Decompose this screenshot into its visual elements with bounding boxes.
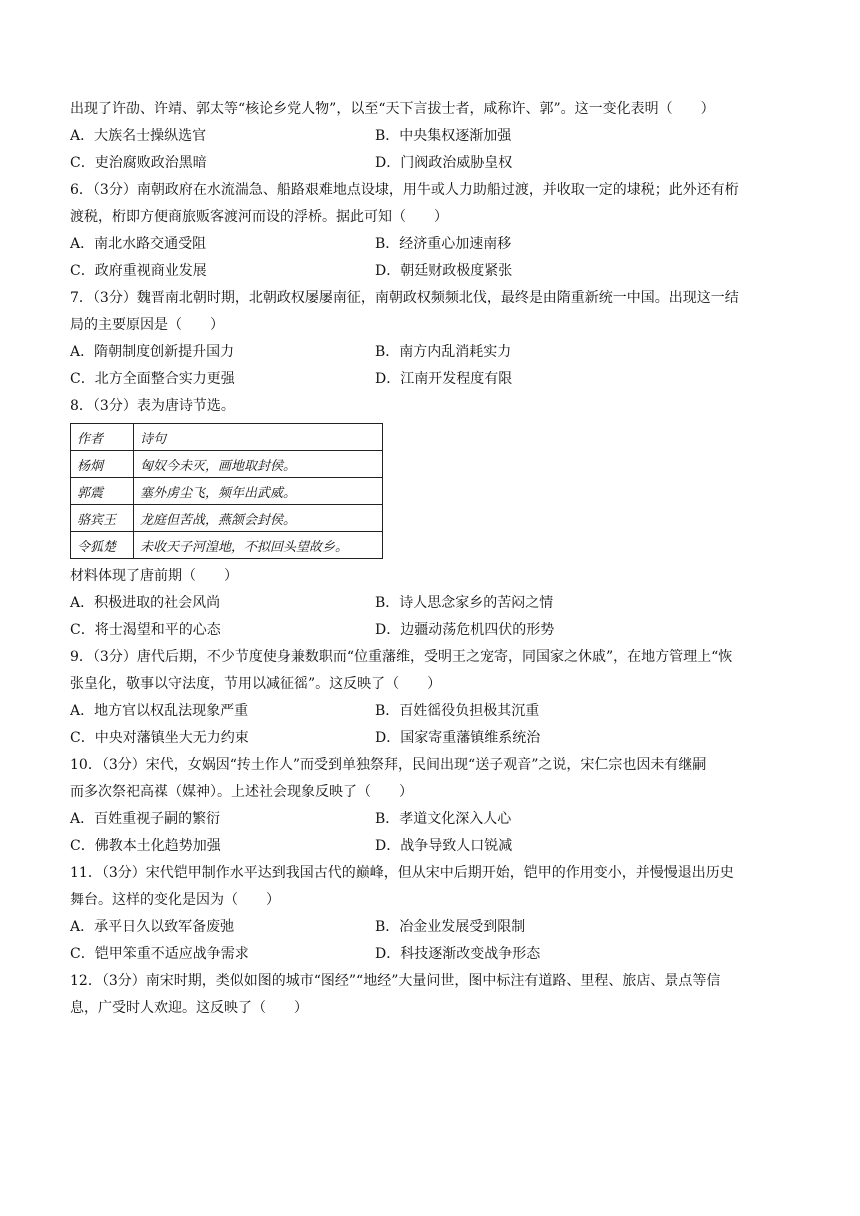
q7-options-row2 xyxy=(70,366,795,393)
q9-stem-line1: 9．（3分）唐代后期，不少节度使身兼数职而“位重藩维，受明王之宠寄，同国家之休戚”，在地方管理上“恢 xyxy=(70,649,733,665)
table-cell-author: 杨炯 xyxy=(71,451,134,478)
table-cell-author: 郭震 xyxy=(71,478,134,505)
table-cell-verse: 塞外虏尘飞，频年出武威。 xyxy=(134,478,383,505)
q9-options-row2 xyxy=(70,725,795,752)
q6-option-b[interactable]: B．经济重心加速南移 xyxy=(375,236,512,252)
q5-options-row2 xyxy=(70,150,795,177)
q10-options-row2 xyxy=(70,833,795,860)
q11-option-b[interactable]: B．冶金业发展受到限制 xyxy=(375,919,526,935)
q8-option-a[interactable]: A．积极进取的社会风尚 xyxy=(70,595,221,611)
table-row xyxy=(71,532,383,559)
q12-stem-line2: 息，广受时人欢迎。这反映了（ ） xyxy=(70,1000,308,1016)
q6-option-c[interactable]: C．政府重视商业发展 xyxy=(70,263,207,279)
poem-table xyxy=(70,423,383,559)
q9-option-b[interactable]: B．百姓徭役负担极其沉重 xyxy=(375,703,540,719)
q8-option-c[interactable]: C．将士渴望和平的心态 xyxy=(70,622,221,638)
q10-option-d[interactable]: D．战争导致人口锐减 xyxy=(375,838,513,854)
q6-option-a[interactable]: A．南北水路交通受阻 xyxy=(70,236,207,252)
q6-stem-line2: 渡税，桁即方便商旅贩客渡河而设的浮桥。据此可知（ ） xyxy=(70,209,448,225)
table-cell-verse: 龙庭但苦战，燕颔会封侯。 xyxy=(134,505,383,532)
q7-option-b[interactable]: B．南方内乱消耗实力 xyxy=(375,344,512,360)
q11-options-row2 xyxy=(70,941,795,968)
q7-option-c[interactable]: C．北方全面整合实力更强 xyxy=(70,371,235,387)
q5-option-b[interactable]: B．中央集权逐渐加强 xyxy=(375,128,512,144)
q7-stem-line2: 局的主要原因是（ ） xyxy=(70,317,224,333)
q8-options-row1 xyxy=(70,590,795,617)
q5-option-a[interactable]: A．大族名士操纵选官 xyxy=(70,128,207,144)
q7-option-d[interactable]: D．江南开发程度有限 xyxy=(375,371,513,387)
q5-stem-tail: 出现了许劭、许靖、郭太等“核论乡党人物”，以至“天下言拔士者，咸称许、郭”。这一变化表明（ ） xyxy=(70,101,715,117)
table-header-author: 作者 xyxy=(71,424,134,451)
q8-options-row2 xyxy=(70,617,795,644)
q9-option-c[interactable]: C．中央对藩镇坐大无力约束 xyxy=(70,730,249,746)
q12-stem-line1: 12．（3分）南宋时期，类似如图的城市“图经”“地经”大量问世，图中标注有道路、里程、旅店、景点等信 xyxy=(70,973,721,989)
q5-option-d[interactable]: D．门阀政治威胁皇权 xyxy=(375,155,513,171)
table-cell-verse: 未收天子河湟地，不拟回头望故乡。 xyxy=(134,532,383,559)
q7-stem-line1: 7．（3分）魏晋南北朝时期，北朝政权屡屡南征，南朝政权频频北伐，最终是由隋重新统一中国。出现这一结 xyxy=(70,290,739,306)
table-row xyxy=(71,505,383,532)
q9-option-d[interactable]: D．国家寄重藩镇维系统治 xyxy=(375,730,541,746)
q11-option-d[interactable]: D．科技逐渐改变战争形态 xyxy=(375,946,541,962)
q7-options-row1 xyxy=(70,339,795,366)
poem-table-header xyxy=(71,424,383,451)
table-row xyxy=(71,478,383,505)
q9-options-row1 xyxy=(70,698,795,725)
q8-stem: 8．（3分）表为唐诗节选。 xyxy=(70,398,235,414)
q10-option-a[interactable]: A．百姓重视子嗣的繁衍 xyxy=(70,811,221,827)
table-cell-author: 令狐楚 xyxy=(71,532,134,559)
table-header-verse: 诗句 xyxy=(134,424,383,451)
table-row xyxy=(71,451,383,478)
table-cell-verse: 匈奴今未灭，画地取封侯。 xyxy=(134,451,383,478)
q10-stem-line2: 而多次祭祀高禖（媒神）。上述社会现象反映了（ ） xyxy=(70,784,413,800)
table-cell-author: 骆宾王 xyxy=(71,505,134,532)
q5-option-c[interactable]: C．吏治腐败政治黑暗 xyxy=(70,155,207,171)
q11-option-c[interactable]: C．铠甲笨重不适应战争需求 xyxy=(70,946,249,962)
q8-option-b[interactable]: B．诗人思念家乡的苦闷之情 xyxy=(375,595,554,611)
q7-option-a[interactable]: A．隋朝制度创新提升国力 xyxy=(70,344,235,360)
q6-stem-line1: 6．（3分）南朝政府在水流湍急、船路艰难地点设埭，用牛或人力助船过渡，并收取一定的埭税；此外还有桁 xyxy=(70,182,739,198)
q6-option-d[interactable]: D．朝廷财政极度紧张 xyxy=(375,263,513,279)
q6-options-row2 xyxy=(70,258,795,285)
q11-stem-line1: 11．（3分）宋代铠甲制作水平达到我国古代的巅峰，但从宋中后期开始，铠甲的作用变小，并慢慢退出历史 xyxy=(70,865,734,881)
q10-option-b[interactable]: B．孝道文化深入人心 xyxy=(375,811,512,827)
q8-option-d[interactable]: D．边疆动荡危机四伏的形势 xyxy=(375,622,555,638)
q5-options-row1 xyxy=(70,123,795,150)
q8-after-table: 材料体现了唐前期（ ） xyxy=(70,568,238,584)
q11-option-a[interactable]: A．承平日久以致军备废弛 xyxy=(70,919,235,935)
q11-options-row1 xyxy=(70,914,795,941)
q10-options-row1 xyxy=(70,806,795,833)
q9-stem-line2: 张皇化，敬事以守法度，节用以减征徭”。这反映了（ ） xyxy=(70,676,442,692)
q9-option-a[interactable]: A．地方官以权乱法现象严重 xyxy=(70,703,249,719)
q6-options-row1 xyxy=(70,231,795,258)
q11-stem-line2: 舞台。这样的变化是因为（ ） xyxy=(70,892,280,908)
q10-option-c[interactable]: C．佛教本土化趋势加强 xyxy=(70,838,221,854)
exam-page xyxy=(70,96,795,1022)
q10-stem-line1: 10．（3分）宋代，女娲因“抟土作人”而受到单独祭拜，民间出现“送子观音”之说，宋仁宗也因未有继嗣 xyxy=(70,757,707,773)
